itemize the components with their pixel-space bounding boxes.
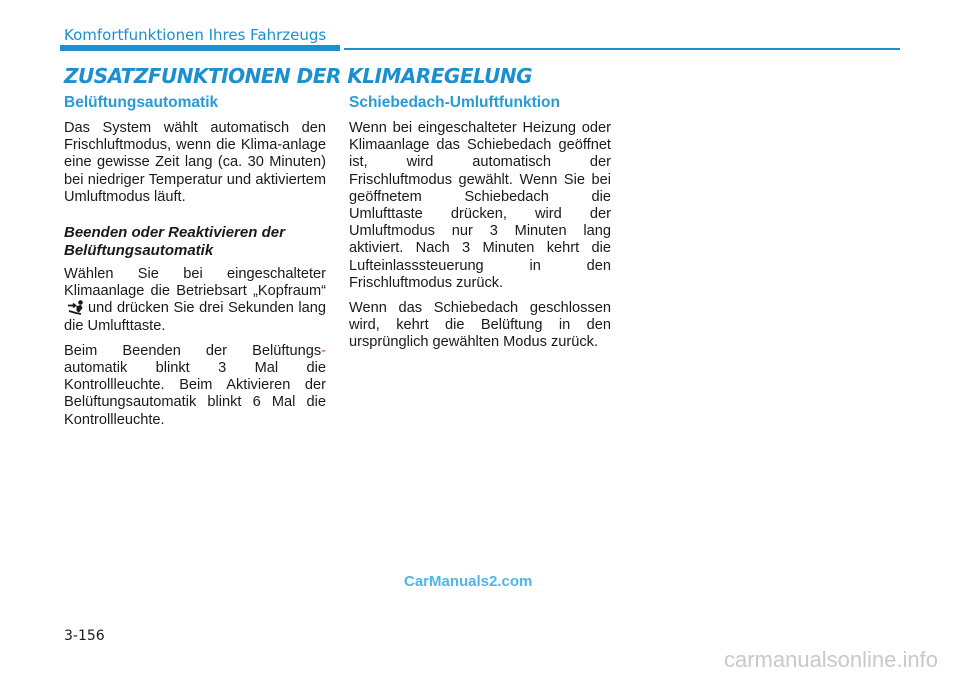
left-heading: Belüftungsautomatik — [64, 94, 219, 111]
paragraph-2-text-start: Wählen Sie bei eingeschalteter Klimaanlage die Betriebsart „Kopfraum“ — [64, 266, 326, 300]
right-heading: Schiebedach-Umluftfunktion — [349, 94, 560, 111]
chapter-header: Komfortfunktionen Ihres Fahrzeugs — [64, 26, 327, 44]
paragraph-2-text-end: und drücken Sie drei Sekunden lang die Umlufttaste. — [64, 300, 326, 334]
section-title: ZUSATZFUNKTIONEN DER KLIMAREGELUNG — [64, 64, 533, 88]
left-column — [64, 94, 326, 437]
head-level-airflow-icon — [67, 300, 85, 315]
right-column — [349, 94, 611, 360]
left-subheading: Beenden oder Reaktivieren der Belüftungsautomatik — [64, 224, 285, 260]
left-paragraph-3 — [64, 343, 326, 429]
header-rule-thin — [344, 48, 900, 50]
hyphen-mark: - — [321, 342, 326, 359]
page-number: 3-156 — [64, 628, 105, 644]
paragraph-3-end: automatik blinkt 3 Mal die Kontrollleuchte. Beim Aktivieren der Belüftungsautomatik blinkt 6 Mal die Kontrollleuchte. — [64, 360, 326, 428]
paragraph-3-start: Beim Beenden der Belüftungs — [64, 342, 322, 359]
right-paragraph-1: Wenn bei eingeschalteter Heizung oder Klimaanlage das Schiebedach geöffnet ist, wird automatisch der Frischluftmodus gewählt. Wenn Sie bei geöffnetem Schiebedach die Umlufttaste drücken, wird der Umluftmodus nur 3 Minuten lang aktiviert. Nach 3 Minuten kehrt die Lufteinlasssteuerung in den Frischluftmodus zurück. — [349, 120, 611, 291]
left-paragraph-2 — [64, 266, 326, 335]
footer-watermark: carmanualsonline.info — [723, 647, 938, 672]
right-paragraph-2: Wenn das Schiebedach geschlossen wird, kehrt die Belüftung in den ursprünglich gewählten Modus zurück. — [349, 300, 611, 351]
header-rule-thick — [60, 45, 340, 51]
carmanuals-watermark[interactable]: CarManuals2.com — [404, 573, 533, 590]
left-paragraph-1: Das System wählt automatisch den Frischluftmodus, wenn die Klima-anlage eine gewisse Zeit lang (ca. 30 Minuten) bei niedriger Temperatur und aktiviertem Umluftmodus läuft. — [64, 120, 326, 205]
